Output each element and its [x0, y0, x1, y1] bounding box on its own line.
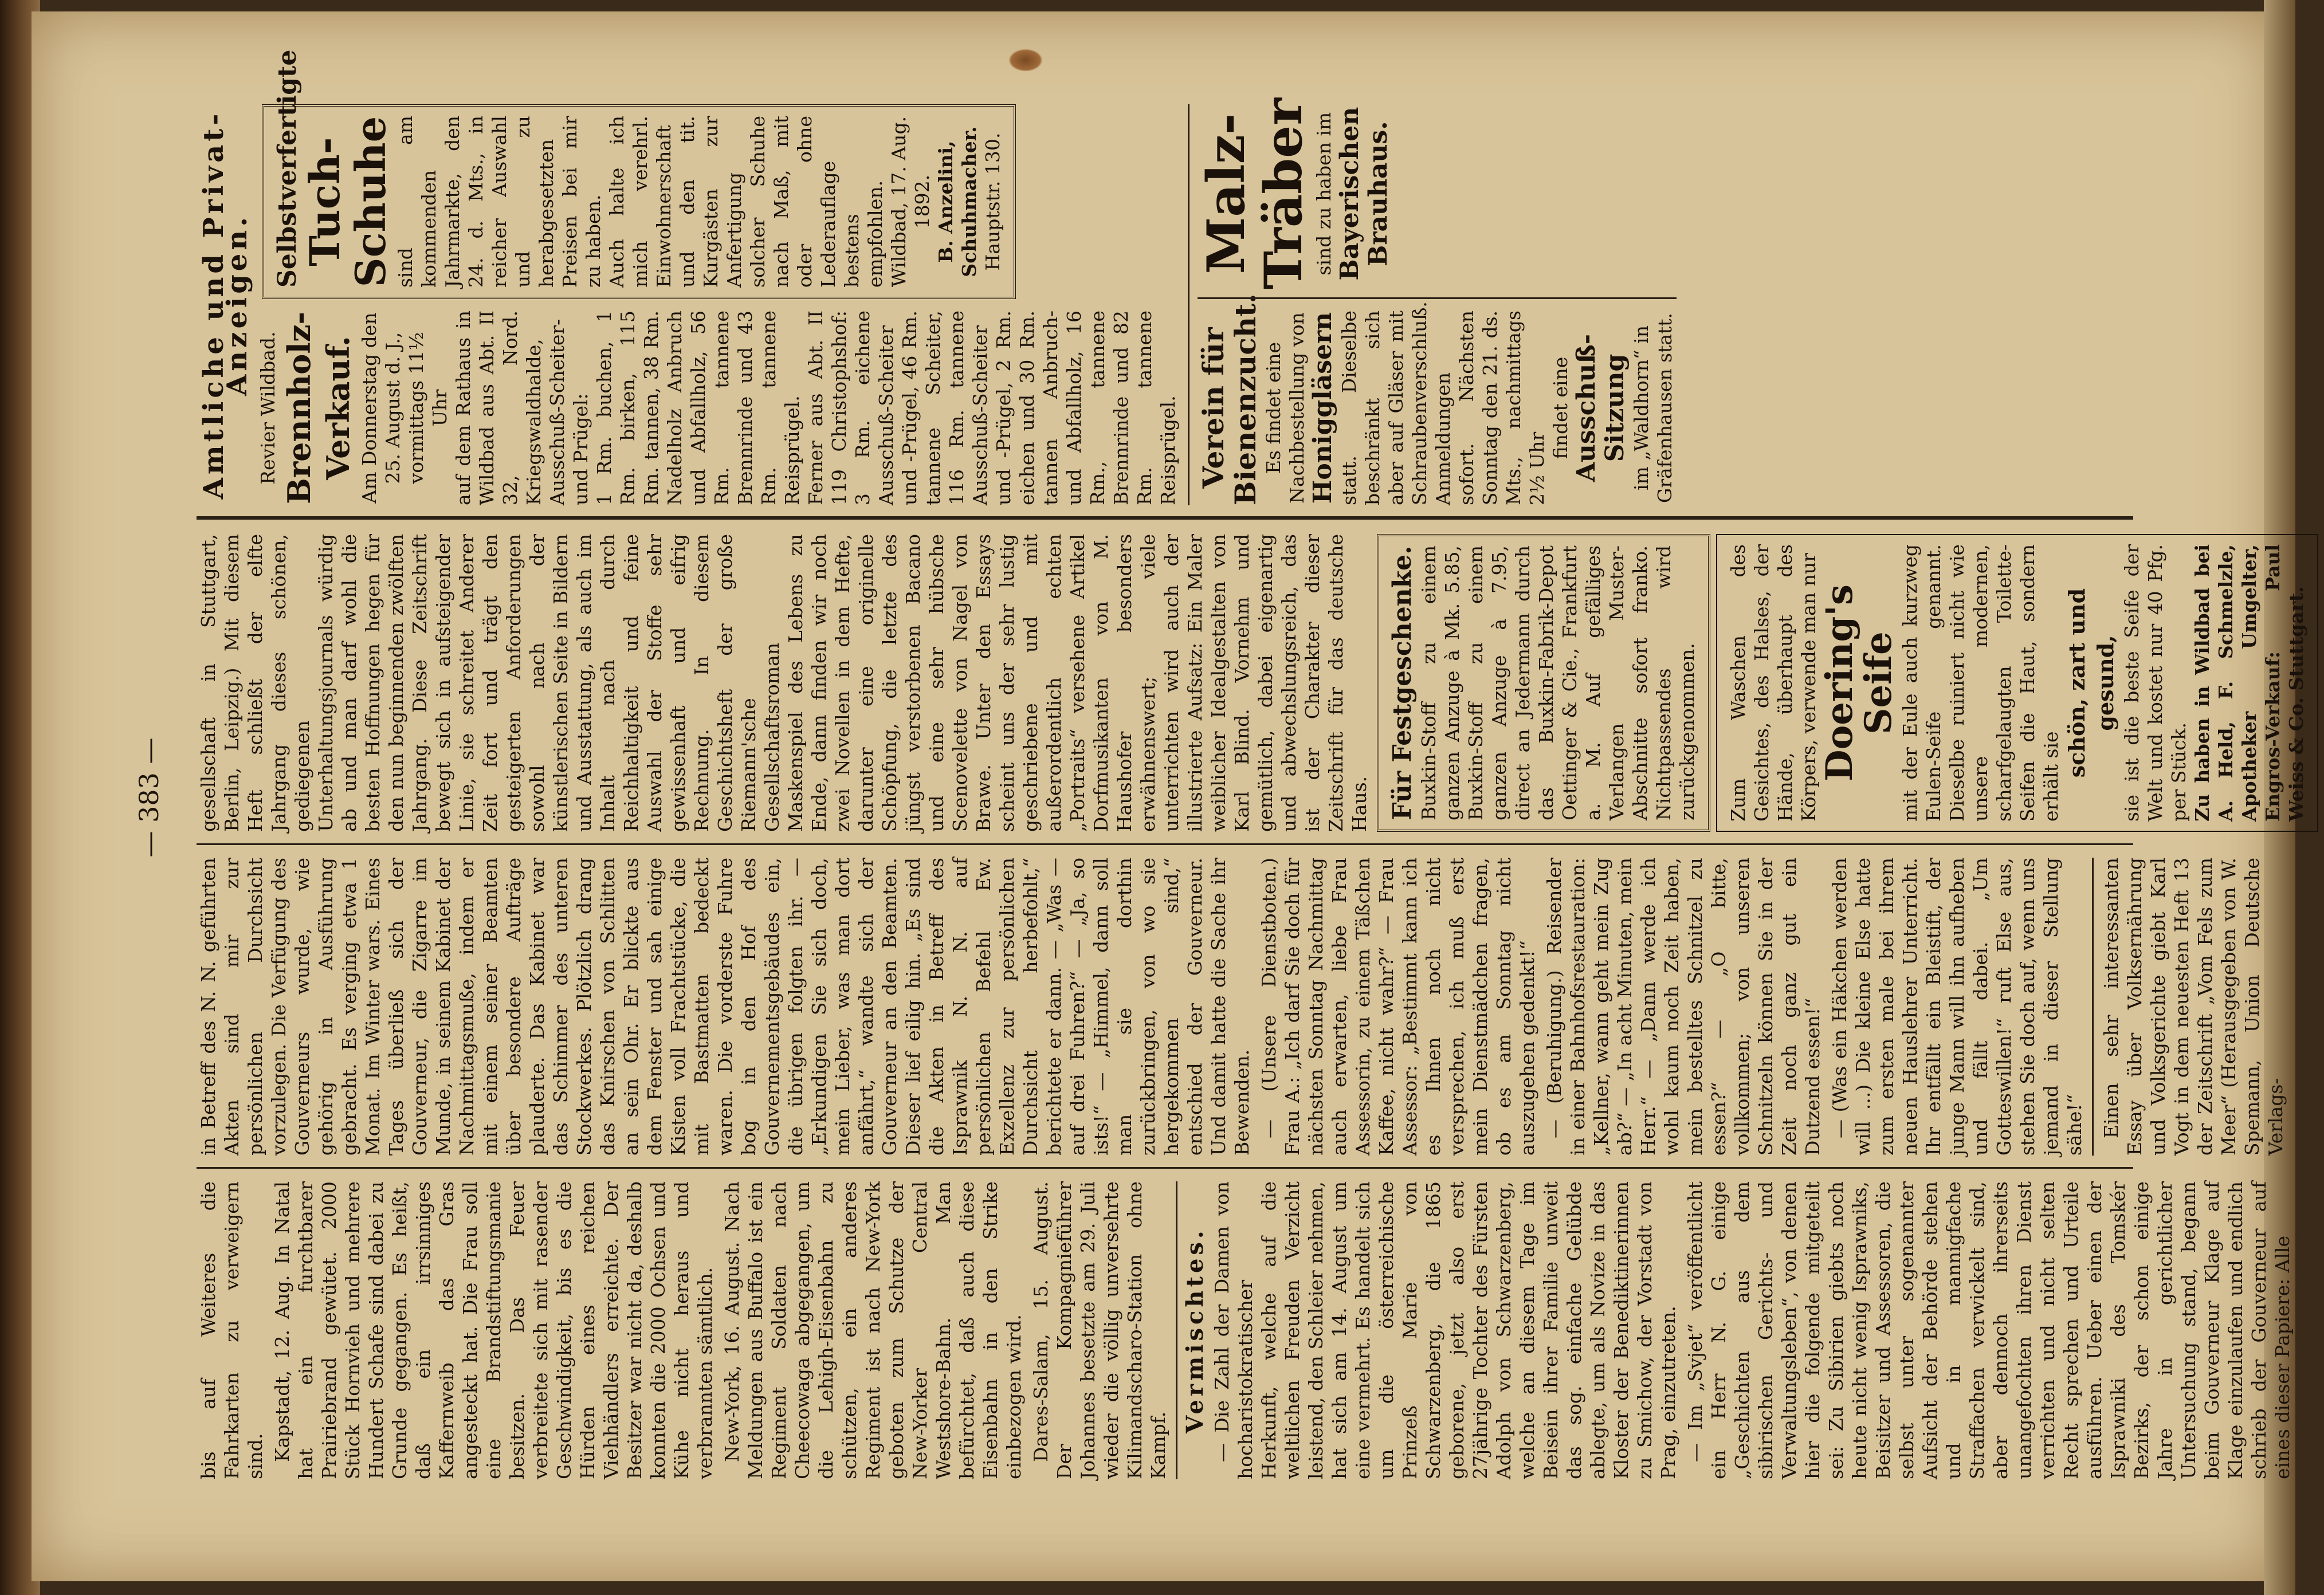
divider	[1188, 104, 1190, 505]
ads-section-title: Amtliche und Privat-Anzeigen.	[198, 110, 253, 500]
column-1	[197, 1181, 2298, 1479]
ad-sign-addr: Hauptstr. 130.	[982, 132, 1004, 271]
paragraph: — (Unsere Dienstboten.) Frau A.: „Ich darf Sie doch für nächsten Sonntag Nachmittag auch erwarten, liebe Frau Assessorin, zu einem Täßchen Kaffee, nicht wahr?“ — Frau Assessor: „Bestimmt kann ich es Ihnen noch nicht versprechen, ich muß erst mein Dienstmädchen fragen, ob es am Sonntag nicht auszugehen gedenkt!“	[1258, 858, 1538, 1156]
ad-subtitle: Selbstverfertigte	[273, 49, 302, 288]
ad-text: mit der Eule auch kurzweg Eulen-Seife genannt. Dieselbe ruiniert nicht wie unsere modernen, scharfgelaugten Toilette-Seifen die Haut, sondern erhält sie	[1899, 544, 2062, 822]
ad-text: Ferner aus Abt. II 119 Christophshof: 3 Rm. eichene Ausschuß-Scheiter und -Prügel, 46 Rm. tannene Scheiter, 116 Rm. tannene Ausschuß-Scheiter und -Prügel, 2 Rm. eichen und 30 Rm. tannen Anbruch- und Abfallholz, 16 Rm., tannene Brennrinde und 82 Rm. tannene Reisprügel.	[804, 311, 1179, 505]
page-number: — 383 —	[134, 737, 164, 858]
malt-ad	[1198, 98, 1677, 299]
paragraph: Dares-Salam, 15. August. Der Kompagnieführer Johannes besetzte am 29. Juli wieder die völlig unversehrte Kilimandscharo-Station ohne Kampf.	[1030, 1181, 1169, 1479]
ad-sellers: Zu haben in Wildbad bei A. Held, F. Schmelzle, Apotheker Umgelter, Engros-Verkauf: Paul Weiss & Co. Stuttgart.	[2191, 544, 2307, 822]
ad-title: Malz-Träber	[1196, 98, 1314, 289]
ad-title: Verein für Bienenzucht.	[1196, 293, 1262, 505]
column-rule	[197, 1167, 2133, 1169]
buxkin-ad	[1377, 534, 1710, 832]
ad-title: Brennholz-Verkauf.	[281, 312, 356, 504]
soap-ad	[1716, 534, 2318, 832]
divider	[1176, 1181, 1177, 1479]
ads-section	[197, 49, 1677, 505]
ad-text: sie ist die beste Seife der Welt und kostet nur 40 Pfg. per Stück.	[2121, 544, 2190, 822]
section-rule	[197, 516, 2133, 520]
ad-title: Doering's Seife	[1818, 584, 1900, 781]
ad-text: auf dem Rathaus in Wildbad aus Abt. II 32, Nord. Kriegswaldhalde, Ausschuß-Scheiter- und Prügel:	[452, 311, 592, 505]
ads-row-1	[256, 49, 1180, 505]
paragraph: — (Was ein Häkchen werden will ...) Die kleine Else hatte zum ersten male bei ihrem neuen Hauslehrer Unterricht. Ihr entfällt ein Bleistift, der junge Mann will ihn aufheben und fällt dabei. „Um Gotteswillen!“ ruft Else aus, stehen Sie doch auf, wenn uns jemand in dieser Stellung sähe!“	[1828, 858, 2086, 1156]
paragraph: in Betreff des N. N. geführten Akten sind mir zur persönlichen Durchsicht vorzulegen. Die Verfügung des Gouverneurs wurde, wie gehörig in Ausführung gebracht. Es verging etwa 1 Monat. Im Winter wars. Eines Tages überließ sich der Gouverneur, die Zigarre im Munde, in seinem Kabinet der Nachmittagsmuße, indem er mit einem seiner Beamten über besondere Aufträge plauderte. Das Kabinet war das Schimmer des unteren Stockwerkes. Plötzlich drang das Knirschen von Schlitten an sein Ohr. Er blickte aus dem Fenster und sah einige Kisten voll Frachtstücke, die mit Bastmatten bedeckt waren. Die vorderste Fuhre bog in den Hof des Gouvernementsgebäudes ein, die übrigen folgten ihr. — „Erkundigen Sie sich doch, mein Lieber, was man dort anfährt,“ wandte sich der Gouverneur an den Beamten. Dieser lief eilig hin. „Es sind die Akten in Betreff des Isprawnik N. N. auf persönlichen Befehl Ew. Exzellenz zur persönlichen Durchsicht herbefohlt,“ berichtete er dann. — „Was — auf drei Fuhren?“ — „Ja, so ists!“ — „Himmel, dann soll man sie dorthin zurückbringen, von wo sie hergekommen sind,“ entschied der Gouverneur. Und damit hatte die Sache ihr Bewenden.	[197, 858, 1253, 1156]
paragraph: — Die Zahl der Damen von hocharistokratischer Herkunft, welche auf die weltlichen Freuden Verzicht leistend, den Schleier nehmen, hat sich am 14. August um eine vermehrt. Es handelt sich um die österreichische Prinzeß Marie von Schwarzenberg, die 1865 geborene, jetzt also erst 27jährige Tochter des Fürsten Adolph von Schwarzenberg, welche an diesem Tage im Beisein ihrer Familie unweit das sog. einfache Gelübde ablegte, um als Novize in das Kloster der Benediktinerinnen zu Smichow, der Vorstadt von Prag, einzutreten.	[1211, 1181, 1679, 1479]
ads-row-2	[1196, 98, 1677, 505]
paragraph: New-York, 16. August. Nach Meldungen aus Buffalo ist ein Regiment Soldaten nach Cheecowaga abgegangen, um die Lehigh-Eisenbahn zu schützen, ein anderes Regiment ist nach New-York geboten zum Schutze der New-Yorker Central Westshore-Bahn. Man befürchtet, daß auch diese Eisenbahn in den Strike einbezogen wird.	[721, 1181, 1025, 1479]
paper-stain	[1008, 49, 1043, 72]
column-rule	[197, 843, 2133, 845]
ad-text: Buxkin-Stoff zu einem ganzen Anzuge à Mk. 5.85, Buxkin-Stoff zu einem ganzen Anzuge à 7.95, direct an Jedermann durch das Buxkin-Fabrik-Depot Oettinger & Cie., Frankfurt a. M. Auf gefälliges Verlangen Muster-Abschnitte sofort franko. Nichtpassendes wird zurückgenommen.	[1418, 545, 1698, 820]
ad-sign-date: Wildbad, 17. Aug. 1892.	[888, 116, 933, 288]
ad-title: Tuch-Schuhe	[300, 116, 395, 288]
ad-text: statt. Dieselbe beschränkt sich aber auf Gläser mit Schraubenverschluß. Anmeldungen sofort. Nächsten Sonntag den 21. ds. Mts., nachmittags 2½ Uhr	[1338, 301, 1548, 505]
ad-title: Für Festgeschenke.	[1388, 545, 1417, 820]
ad-date: Am Donnerstag den 25. August d. J., vormittags 11½ Uhr	[358, 312, 451, 504]
paragraph: gesellschaft in Stuttgart, Berlin, Leipzig.) Mit diesem Heft schließt der elfte Jahrgang dieses schönen, gediegenen Unterhaltungsjournals würdig ab und man darf wohl die besten Hoffnungen hegen für den nun beginnenden zwölften Jahrgang. Diese Zeitschrift bewegt sich in aufsteigender Linie, sie schreitet Anderer Zeit fort und trägt den gesteigerten Anforderungen sowohl nach der künstlerischen Seite in Bildern und Ausstattung, als auch im Inhalt nach durch Reichhaltigkeit und feine Auswahl der Stoffe sehr gewissenhaft und eifrig Rechnung. In diesem Geschichtsheft der große Riemann'sche Gesellschaftsroman Maskenspiel des Lebens zu Ende, dann finden wir noch zwei Novellen in dem Hefte, darunter eine originelle Schöpfung, die letzte des jüngst verstorbenen Bacano und eine sehr hübsche Scenovelette von Nagel von Brawe. Unter den Essays scheint uns der sehr lustig geschriebene und mit außerordentlich echten „Portraits“ versehene Artikel Dorfmusikanten von M. Haushofer besonders erwähnenswert; viele unterrichten wird auch der illustrierte Aufsatz: Ein Maler weiblicher Idealgestalten von Karl Blind. Vornehm und gemütlich, dabei eigenartig und abwechslungsreich, das ist der Charakter dieser Zeitschrift für das deutsche Haus.	[197, 534, 1371, 832]
paragraph: bis auf Weiteres die Fahrkarten zu verweigern sind.	[197, 1181, 266, 1479]
ad-sign-name: B. Anzelini, Schuhmacher.	[935, 126, 980, 277]
column-2	[197, 858, 2291, 1156]
ad-text: Es findet eine Nachbestellung von	[1262, 312, 1308, 504]
rotated-page-content	[93, 49, 2307, 1519]
paragraph: — (Beruhigung.) Reisender in einer Bahnhofsrestauration: „Kellner, wann geht mein Zug ab?“ — „In acht Minuten, mein Herr.“ — „Dann werde ich wohl kaum noch Zeit haben, mein bestelltes Schnitzel zu essen?“ — „O bitte, vollkommen; von unseren Schnitzeln können Sie in der Zeit noch ganz gut ein Dutzend essen!“	[1543, 858, 1824, 1156]
ad-place: Revier Wildbad.	[257, 331, 279, 485]
ad-text: sind zu haben im	[1313, 112, 1335, 276]
section-heading: Vermischtes.	[1181, 1227, 1208, 1433]
ad-text: Auch halte ich mich verehrl. Einwohnerschaft und den tit. Kurgästen zur Anfertigung solcher Schuhe nach Maß, mit oder ohne Lederauflage bestens empfohlen.	[606, 116, 886, 288]
ad-text: sind am kommenden Jahrmarkte, den 24. d. Mts., in reicher Auswahl und zu herabgesetzten Preisen bei mir zu haben.	[394, 116, 604, 288]
shoes-ad	[262, 49, 1016, 299]
ad-text: im „Waldhorn“ in Gräfenhausen statt.	[1630, 312, 1676, 504]
paragraph: — Im „Svjet“ veröffentlicht ein Herr N. G. einige „Geschichten aus dem sibirischen Gerichts- und Verwaltungsleben“, von denen hier die folgende mitgeteilt sei: Zu Sibirien giebts noch heute nicht wenig Isprawniks, Beisitzer und Assessoren, die selbst unter sogenannter Aufsicht der Behörde stehen und in mannigfache Straffachen verwickelt sind, aber dennoch ihrerseits unangefochten ihren Dienst verrichten und nicht selten Recht sprechen und Urteile ausführen. Ueber einen der Isprawniki des Tomskér Bezirks, der schon einige Jahre in gerichtlicher Untersuchung stand, begann beim Gouverneur Klage auf Klage einzulaufen und endlich schrieb der Gouverneur auf eines dieser Papiere: Alle	[1684, 1181, 2294, 1479]
ad-text: findet eine	[1549, 356, 1572, 459]
ads-right-stack	[256, 49, 1180, 299]
ad-item: Honiggläsern	[1308, 312, 1337, 504]
column-3	[197, 534, 2324, 832]
paragraph: Einen sehr interessanten Essay über Volksernährung und Volksgerichte giebt Karl Vogt in dem neuesten Heft 13 der Zeitschrift „Vom Fels zum Meer“ (Herausgegeben von W. Spemann, Union Deutsche Verlags-	[2100, 858, 2287, 1156]
ad-place: Bayerischen Brauhaus.	[1335, 107, 1393, 281]
paragraph: Kapstadt, 12. Aug. In Natal hat ein furchtbarer Prairiebrand gewütet. 2000 Stück Hornvieh und mehrere Hundert Schafe sind dabei zu Grunde gegangen. Es heißt, daß ein irrsinniges Kaffernweib das Gras angesteckt hat. Die Frau soll eine Brandstiftungsmanie besitzen. Das Feuer verbreitete sich mit rasender Geschwindigkeit, bis es die Hürden eines reichen Viehhändlers erreichte. Der Besitzer war nicht da, deshalb konnten die 2000 Ochsen und Kühe nicht heraus und verbrannten sämtlich.	[271, 1181, 716, 1479]
ad-text: 1 Rm. buchen, 1 Rm. birken, 115 Rm. tannen, 38 Rm. Nadelholz Anbruch und Abfallholz, 56 Rm. tannene Brennrinde und 43 Rm. tannene Reisprügel.	[593, 311, 803, 505]
ad-intro: Zum Waschen des Gesichtes, des Halses, der Hände, überhaupt des Körpers, verwende man nur	[1727, 544, 1820, 822]
ad-claim: schön, zart und gesund,	[2064, 588, 2118, 778]
ad-meeting: Ausschuß-Sitzung	[1572, 333, 1630, 482]
beekeeping-ad	[1196, 293, 1677, 505]
firewood-ad	[256, 311, 1180, 505]
divider	[2092, 858, 2094, 1156]
